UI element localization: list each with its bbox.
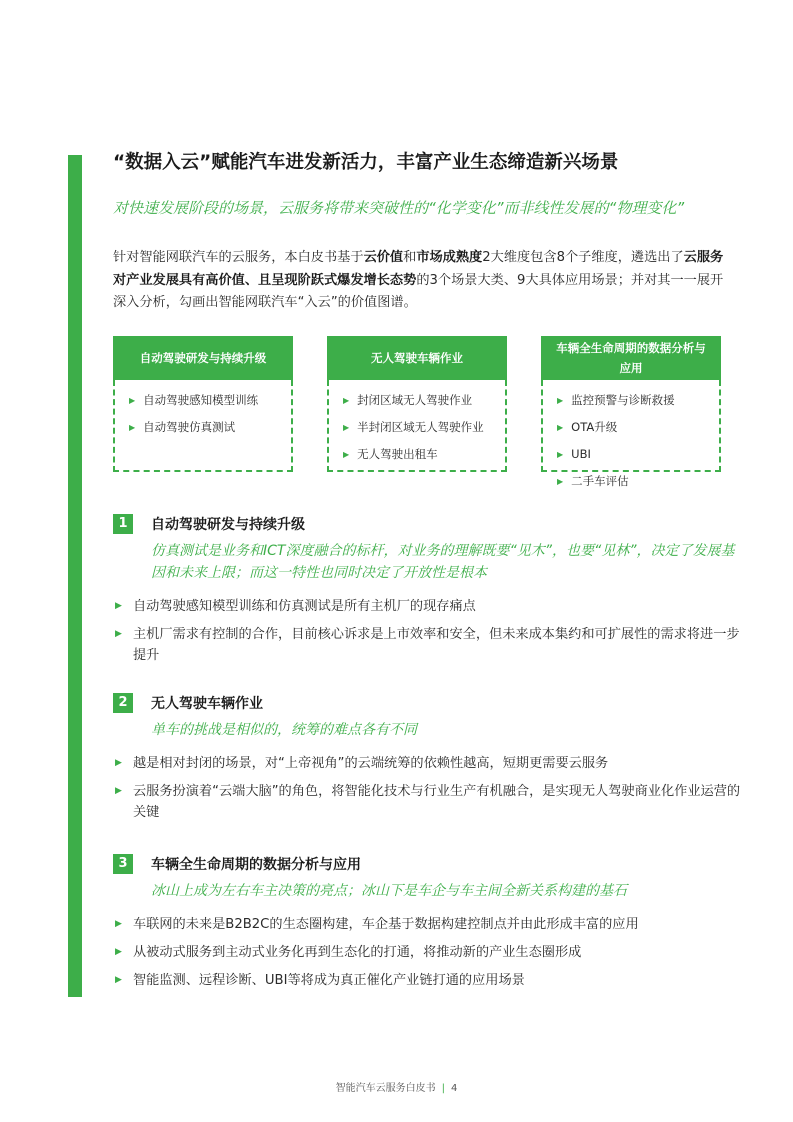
footer-doc-title: 智能汽车云服务白皮书: [335, 1083, 436, 1094]
bullet-text: 自动驾驶感知模型训练和仿真测试是所有主机厂的现存痛点: [133, 599, 476, 614]
category-item: [129, 387, 281, 414]
intro-text: 针对智能网联汽车的云服务，本白皮书基于: [113, 250, 364, 265]
category-item-label: 封闭区域无人驾驶作业: [357, 393, 473, 407]
section-number-badge: 1: [113, 514, 133, 534]
list-item: [113, 624, 743, 666]
category-item: [343, 441, 495, 468]
section-2: [113, 693, 743, 830]
category-box-body: [327, 380, 507, 472]
section-header: [113, 854, 743, 874]
bullet-arrow-icon: ▶: [115, 786, 122, 796]
footer-separator: |: [441, 1083, 445, 1094]
category-item-label: 半封闭区域无人驾驶作业: [357, 420, 484, 434]
section-quote: 单车的挑战是相似的，统筹的难点各有不同: [151, 722, 417, 738]
section-title: 自动驾驶研发与持续升级: [151, 517, 305, 533]
category-item: [557, 468, 709, 495]
section-bullet-list: [113, 753, 743, 823]
intro-text: 的3个场景大类、9大具体应用场景；并对其一一展开深入分析，勾画出智能网联汽车“入云”的价值图谱。: [113, 272, 724, 310]
bullet-text: 车联网的未来是B2B2C的生态圈构建，车企基于数据构建控制点并由此形成丰富的应用: [133, 917, 639, 932]
section-1: [113, 514, 743, 673]
intro-bold: 市场成熟度: [416, 250, 483, 265]
bullet-text: 越是相对封闭的场景，对“上帝视角”的云端统筹的依赖性越高，短期更需要云服务: [133, 756, 609, 771]
section-number-badge: 2: [113, 693, 133, 713]
category-item: [343, 387, 495, 414]
category-box-unmanned: [327, 336, 507, 472]
section-title: 车辆全生命周期的数据分析与应用: [151, 857, 361, 873]
section-header: [113, 514, 743, 534]
section-quote: 冰山上成为左右车主决策的亮点；冰山下是车企与车主间全新关系构建的基石: [151, 883, 627, 899]
page-title: “数据入云”赋能汽车进发新活力，丰富产业生态缔造新兴场景: [113, 152, 619, 173]
intro-paragraph: [113, 247, 728, 315]
intro-text: 和: [403, 250, 417, 265]
arrow-icon: ▶: [343, 423, 350, 432]
bullet-text: 云服务扮演着“云端大脑”的角色，将智能化技术与行业生产有机融合，是实现无人驾驶商业化作业运营的关键: [133, 784, 741, 820]
category-box-title: 车辆全生命周期的数据分析与应用: [541, 336, 721, 380]
category-item-label: OTA升级: [571, 420, 618, 434]
category-item: [557, 441, 709, 468]
category-box-lifecycle: [541, 336, 721, 488]
category-item: [343, 414, 495, 441]
intro-text: 2大维度包含8个子维度，遴选出了: [482, 250, 684, 265]
section-bullet-list: [113, 914, 743, 991]
category-item-label: 监控预警与诊断救援: [571, 393, 675, 407]
accent-side-bar: [68, 155, 82, 997]
page-subtitle: 对快速发展阶段的场景，云服务将带来突破性的“化学变化”而非线性发展的“物理变化”: [113, 199, 685, 217]
category-item-label: 无人驾驶出租车: [357, 447, 438, 461]
arrow-icon: ▶: [343, 396, 350, 405]
category-item: [557, 387, 709, 414]
section-number-badge: 3: [113, 854, 133, 874]
category-box-rd: [113, 336, 293, 472]
list-item: [113, 781, 743, 823]
page-number: 4: [451, 1083, 458, 1094]
list-item: [113, 596, 743, 617]
list-item: [113, 914, 743, 935]
intro-bold: 云价值: [363, 250, 404, 265]
category-box-body: [541, 380, 721, 488]
arrow-icon: ▶: [557, 450, 564, 459]
intro-bold: 云服务对产业发展具有高价值、且呈现阶跃式爆发增长态势: [113, 250, 724, 288]
category-box-body: [113, 380, 293, 472]
section-header: [113, 693, 743, 713]
category-box-title: 自动驾驶研发与持续升级: [113, 336, 293, 380]
bullet-text: 智能监测、远程诊断、UBI等将成为真正催化产业链打通的应用场景: [133, 973, 525, 988]
bullet-text: 从被动式服务到主动式业务化再到生态化的打通，将推动新的产业生态圈形成: [133, 945, 582, 960]
arrow-icon: ▶: [557, 423, 564, 432]
category-item-label: 自动驾驶感知模型训练: [143, 393, 259, 407]
section-3: [113, 854, 743, 998]
bullet-arrow-icon: ▶: [115, 975, 122, 985]
category-item: [557, 414, 709, 441]
arrow-icon: ▶: [557, 477, 564, 486]
bullet-arrow-icon: ▶: [115, 629, 122, 639]
bullet-arrow-icon: ▶: [115, 947, 122, 957]
list-item: [113, 753, 743, 774]
section-quote: 仿真测试是业务和ICT深度融合的标杆，对业务的理解既要“见木”，也要“见林”，决定了发展基因和未来上限；而这一特性也同时决定了开放性是根本: [151, 543, 735, 581]
list-item: [113, 970, 743, 991]
page-footer: [0, 1079, 793, 1094]
category-item-label: UBI: [571, 447, 591, 461]
bullet-arrow-icon: ▶: [115, 919, 122, 929]
arrow-icon: ▶: [129, 396, 136, 405]
section-title: 无人驾驶车辆作业: [151, 696, 263, 712]
category-item-label: 二手车评估: [571, 474, 629, 488]
bullet-arrow-icon: ▶: [115, 758, 122, 768]
bullet-arrow-icon: ▶: [115, 601, 122, 611]
category-box-title: 无人驾驶车辆作业: [327, 336, 507, 380]
arrow-icon: ▶: [129, 423, 136, 432]
category-item: [129, 414, 281, 441]
arrow-icon: ▶: [557, 396, 564, 405]
list-item: [113, 942, 743, 963]
bullet-text: 主机厂需求有控制的合作，目前核心诉求是上市效率和安全，但未来成本集约和可扩展性的需求将进一步提升: [133, 627, 740, 663]
arrow-icon: ▶: [343, 450, 350, 459]
category-item-label: 自动驾驶仿真测试: [143, 420, 236, 434]
section-bullet-list: [113, 596, 743, 666]
